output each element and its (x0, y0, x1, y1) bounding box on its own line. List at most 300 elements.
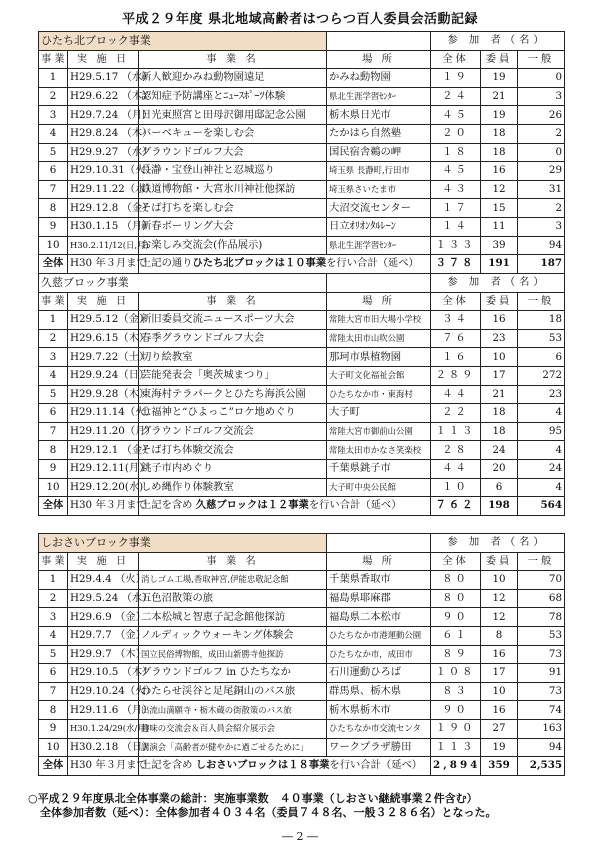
table-row (39, 738, 565, 757)
column-header-total: 全体 (431, 552, 481, 571)
total-description-highlight: 久慈ブロックは１２事業 (195, 499, 309, 512)
row-members: 16 (481, 701, 518, 720)
row-number: 3 (39, 608, 68, 627)
row-number: 3 (39, 106, 68, 125)
row-event-name: 東海村テラパークとひたち海浜公園 (139, 385, 327, 404)
total-description-highlight: ひたち北ブロックは１０事業 (192, 257, 327, 270)
row-number: 7 (39, 422, 68, 441)
row-date: H29.10.5 （木） (68, 664, 139, 683)
participants-header: 参 加 者（名） (431, 534, 565, 553)
row-event-name: 新人歓迎かみね動物園遠足 (139, 69, 327, 88)
row-place: 日立ｵﾘｵﾝﾀﾙﾚｰﾝ (327, 217, 431, 236)
table-row (39, 106, 565, 125)
total-period: H30 年３月まで (68, 255, 139, 274)
row-place: ひたちなか市交流センタ (327, 719, 431, 738)
row-members: 39 (481, 236, 518, 255)
participants-header: 参 加 者（名） (431, 32, 565, 51)
row-event-name: 鉄道博物館・大宮氷川神社他探訪 (139, 180, 327, 199)
table-row (39, 217, 565, 236)
row-total: ２０ (431, 124, 481, 143)
row-total: ４４ (431, 459, 481, 478)
row-general: 2 (518, 124, 565, 143)
row-number: 4 (39, 626, 68, 645)
column-header-place: 場 所 (327, 50, 431, 69)
column-header-row (39, 552, 565, 571)
row-members: 12 (481, 589, 518, 608)
row-general: 163 (518, 719, 565, 738)
row-general: 95 (518, 422, 565, 441)
row-general: 0 (518, 69, 565, 88)
row-place: ひたちなか市港運動公園 (327, 626, 431, 645)
row-place: 石川運動ひろば (327, 664, 431, 683)
row-number: 1 (39, 69, 68, 88)
column-header-members: 委員 (481, 50, 518, 69)
activity-table (38, 273, 565, 516)
column-header-date: 実 施 日 (68, 552, 139, 571)
row-place: 千葉県香取市 (327, 571, 431, 590)
row-general: 53 (518, 329, 565, 348)
column-header-date: 実 施 日 (68, 50, 139, 69)
row-total: ８０ (431, 571, 481, 590)
column-header-no: 事業 (39, 50, 68, 69)
row-general: 3 (518, 217, 565, 236)
row-number: 9 (39, 459, 68, 478)
row-event-name: グラウンドゴルフ大会 (139, 143, 327, 162)
row-members: 16 (481, 162, 518, 181)
total-participants: ３７８ (431, 255, 481, 274)
row-date: H29.6.15（木） (68, 329, 139, 348)
row-date: H30.2.18 （日） (68, 738, 139, 757)
page-number: ― 2 ― (282, 830, 318, 843)
total-members: 359 (481, 757, 518, 776)
row-general: 94 (518, 236, 565, 255)
row-members: 12 (481, 608, 518, 627)
row-total: １１３ (431, 422, 481, 441)
table-row (39, 385, 565, 404)
row-event-name: 日光東照宮と田母沢御用邸記念公園 (139, 106, 327, 125)
header-spacer (327, 274, 431, 293)
row-general: 53 (518, 626, 565, 645)
row-date: H29.12.8 （金） (68, 199, 139, 218)
row-general: 73 (518, 645, 565, 664)
total-period: H30 年３月まで (68, 497, 139, 516)
row-number: 6 (39, 404, 68, 423)
row-number: 2 (39, 87, 68, 106)
row-event-name: 芸能発表会「奥茨城まつり」 (139, 366, 327, 385)
row-date: H29.11.14（火） (68, 404, 139, 423)
row-members: 6 (481, 478, 518, 497)
total-row (39, 497, 565, 516)
row-event-name: そば打ち体験交流会 (139, 441, 327, 460)
row-date: H30.1.24/29(水/月) (68, 719, 139, 738)
table-row (39, 180, 565, 199)
column-header-total: 全体 (431, 50, 481, 69)
row-members: 16 (481, 645, 518, 664)
row-total: ２８９ (431, 366, 481, 385)
row-place: 大子町文化福祉会館 (327, 366, 431, 385)
row-date: H29.9.7 （木） (68, 645, 139, 664)
row-total: ３４ (431, 311, 481, 330)
row-date: H29.9.28（木） (68, 385, 139, 404)
row-date: H29.11.22（水） (68, 180, 139, 199)
row-date: H30.1.15 （月） (68, 217, 139, 236)
row-place: 福島県二本松市 (327, 608, 431, 627)
row-members: 10 (481, 348, 518, 367)
row-total: ８３ (431, 682, 481, 701)
total-description-suffix: を行い合計（延べ） (308, 499, 402, 512)
table-row (39, 366, 565, 385)
section-kuji (38, 273, 564, 516)
row-general: 18 (518, 311, 565, 330)
row-date: H29.9.24（日） (68, 366, 139, 385)
row-place: 大子町中央公民館 (327, 478, 431, 497)
table-row (39, 199, 565, 218)
total-participants: 2,894 (431, 757, 481, 776)
row-place: 群馬県、栃木県 (327, 682, 431, 701)
column-header-row (39, 292, 565, 311)
row-event-name: 二本松城と智恵子記念館他探訪 (139, 608, 327, 627)
table-row (39, 571, 565, 590)
row-event-name: バーベキューを楽しむ会 (139, 124, 327, 143)
row-general: 70 (518, 571, 565, 590)
row-members: 19 (481, 106, 518, 125)
row-date: H30.2.11/12(日,月) (68, 236, 139, 255)
row-number: 10 (39, 236, 68, 255)
total-description-suffix: を行い合計（延べ） (326, 257, 419, 270)
table-row (39, 87, 565, 106)
table-row (39, 143, 565, 162)
row-number: 5 (39, 645, 68, 664)
column-header-total: 全体 (431, 292, 481, 311)
row-members: 27 (481, 719, 518, 738)
row-total: １８ (431, 143, 481, 162)
row-event-name: グラウンドゴルフ交流会 (139, 422, 327, 441)
row-general: 272 (518, 366, 565, 385)
summary-line-participants: 全体参加者数（延べ）：全体参加者４０３４名（委員７４８名、一般３２８６名）となった。 (40, 806, 497, 819)
row-members: 18 (481, 422, 518, 441)
row-total: ８９ (431, 645, 481, 664)
activity-table (38, 31, 565, 274)
row-event-name: 国立民俗博物館，成田山新勝寺他探訪 (139, 645, 327, 664)
row-total: １９０ (431, 719, 481, 738)
column-header-date: 実 施 日 (68, 292, 139, 311)
row-date: H29.7.7 （金） (68, 626, 139, 645)
table-row (39, 441, 565, 460)
row-place: 常陸大宮市御前山公園 (327, 422, 431, 441)
row-place: 埼玉県さいたま市 (327, 180, 431, 199)
row-place: ワークプラザ勝田 (327, 738, 431, 757)
row-total: １９ (431, 69, 481, 88)
row-date: H29.7.24 （月） (68, 106, 139, 125)
row-total: ７６ (431, 329, 481, 348)
row-number: 8 (39, 199, 68, 218)
table-row (39, 664, 565, 683)
row-event-name: 切り絵教室 (139, 348, 327, 367)
column-header-no: 事業 (39, 552, 68, 571)
row-number: 9 (39, 217, 68, 236)
row-event-name: グラウンドゴルフ in ひたちなか (139, 664, 327, 683)
header-spacer (327, 534, 431, 553)
row-event-name: 長瀞・宝登山神社と忍城巡り (139, 162, 327, 181)
table-row (39, 589, 565, 608)
row-number: 5 (39, 143, 68, 162)
row-general: 4 (518, 404, 565, 423)
row-total: ４３ (431, 180, 481, 199)
row-general: 24 (518, 459, 565, 478)
total-general: 187 (518, 255, 565, 274)
row-date: H29.8.24 （木） (68, 124, 139, 143)
row-event-name: 出流山満願寺・栃木蔵の街散策のバス旅 (139, 701, 327, 720)
activity-table (38, 533, 565, 776)
row-event-name: わたらせ渓谷と足尾銅山のバス旅 (139, 682, 327, 701)
row-total: １０８ (431, 664, 481, 683)
row-total: １７ (431, 199, 481, 218)
total-description (139, 497, 431, 516)
row-members: 8 (481, 626, 518, 645)
row-number: 3 (39, 348, 68, 367)
row-place: 埼玉県 長瀞町,行田市 (327, 162, 431, 181)
total-period: H30 年３月まで (68, 757, 139, 776)
column-header-members: 委員 (481, 292, 518, 311)
row-general: 91 (518, 664, 565, 683)
row-number: 1 (39, 311, 68, 330)
row-general: 3 (518, 87, 565, 106)
table-row (39, 404, 565, 423)
row-general: 4 (518, 478, 565, 497)
section-title: ひたち北ブロック事業 (39, 32, 327, 51)
row-members: 11 (481, 217, 518, 236)
row-number: 7 (39, 682, 68, 701)
column-header-general: 一般 (518, 292, 565, 311)
row-total: １３３ (431, 236, 481, 255)
row-number: 2 (39, 589, 68, 608)
row-date: H29.11.6 （月） (68, 701, 139, 720)
table-row (39, 422, 565, 441)
row-place: 栃木県日光市 (327, 106, 431, 125)
row-general: 0 (518, 143, 565, 162)
section-header-row (39, 274, 565, 293)
row-members: 18 (481, 124, 518, 143)
row-general: 73 (518, 682, 565, 701)
summary (28, 792, 588, 820)
total-label: 全体 (39, 255, 68, 274)
total-members: 191 (481, 255, 518, 274)
total-description-suffix: を行い合計（延べ） (329, 759, 423, 772)
table-row (39, 348, 565, 367)
row-event-name: 講演会「高齢者が健やかに過ごせるために」 (139, 738, 327, 757)
total-row (39, 757, 565, 776)
row-place: 常陸太田市かなさ笑楽校 (327, 441, 431, 460)
table-row (39, 682, 565, 701)
row-event-name: お楽しみ交流会(作品展示) (139, 236, 327, 255)
row-total: ４５ (431, 106, 481, 125)
row-general: 4 (518, 441, 565, 460)
total-label: 全体 (39, 757, 68, 776)
row-date: H29.5.12（金） (68, 311, 139, 330)
column-header-members: 委員 (481, 552, 518, 571)
row-total: １１３ (431, 738, 481, 757)
row-members: 23 (481, 329, 518, 348)
row-members: 21 (481, 385, 518, 404)
row-event-name: 趣味の交流会＆百人員会紹介展示会 (139, 719, 327, 738)
row-event-name: 新旧委員交流ニュースポーツ大会 (139, 311, 327, 330)
row-total: １４ (431, 217, 481, 236)
row-general: 29 (518, 162, 565, 181)
row-members: 20 (481, 459, 518, 478)
table-row (39, 626, 565, 645)
row-place: ひたちなか市，成田市 (327, 645, 431, 664)
total-label: 全体 (39, 497, 68, 516)
section-shiosai (38, 533, 564, 776)
row-number: 8 (39, 441, 68, 460)
row-number: 4 (39, 124, 68, 143)
row-general: 6 (518, 348, 565, 367)
section-header-row (39, 32, 565, 51)
row-event-name: 認知症予防講座とﾆｭｰｽﾎﾟｰﾂ体験 (139, 87, 327, 106)
row-number: 2 (39, 329, 68, 348)
row-members: 19 (481, 69, 518, 88)
table-row (39, 329, 565, 348)
row-event-name: 銚子市内めぐり (139, 459, 327, 478)
total-participants: ７６２ (431, 497, 481, 516)
row-date: H29.5.17 （水） (68, 69, 139, 88)
row-members: 17 (481, 366, 518, 385)
row-place: たかはら自然塾 (327, 124, 431, 143)
row-total: ４５ (431, 162, 481, 181)
total-description (139, 757, 431, 776)
row-place: 千葉県銚子市 (327, 459, 431, 478)
row-date: H29.6.22 （木） (68, 87, 139, 106)
row-members: 21 (481, 87, 518, 106)
row-general: 74 (518, 701, 565, 720)
total-description-prefix: 上記を含め (141, 499, 196, 512)
row-general: 78 (518, 608, 565, 627)
row-date: H29.4.4 （火） (68, 571, 139, 590)
row-members: 12 (481, 180, 518, 199)
row-members: 10 (481, 571, 518, 590)
row-event-name: そば打ちを楽しむ会 (139, 199, 327, 218)
participants-header: 参 加 者（名） (431, 274, 565, 293)
section-hitachi-kita (38, 31, 564, 274)
row-place: 国民宿舎鵜の岬 (327, 143, 431, 162)
row-number: 10 (39, 738, 68, 757)
row-total: ９０ (431, 608, 481, 627)
total-description-highlight: しおさいブロックは１８事業 (195, 759, 330, 772)
total-general: 564 (518, 497, 565, 516)
row-place: 那珂市県植物園 (327, 348, 431, 367)
row-date: H29.9.27 （水） (68, 143, 139, 162)
row-general: 68 (518, 589, 565, 608)
total-description-prefix: 上記を含め (141, 759, 196, 772)
row-event-name: 新春ボーリング大会 (139, 217, 327, 236)
column-header-place: 場 所 (327, 552, 431, 571)
row-members: 19 (481, 738, 518, 757)
section-title: 久慈ブロック事業 (39, 274, 327, 293)
row-number: 5 (39, 385, 68, 404)
column-header-name: 事 業 名 (139, 552, 327, 571)
row-place: かみね動物園 (327, 69, 431, 88)
row-general: 94 (518, 738, 565, 757)
row-number: 8 (39, 701, 68, 720)
column-header-general: 一般 (518, 552, 565, 571)
total-description-prefix: 上記の通り (141, 257, 193, 270)
row-number: 10 (39, 478, 68, 497)
section-title: しおさいブロック事業 (39, 534, 327, 553)
row-place: 福島県耶麻郡 (327, 589, 431, 608)
row-number: 9 (39, 719, 68, 738)
row-members: 10 (481, 682, 518, 701)
table-row (39, 719, 565, 738)
table-row (39, 478, 565, 497)
row-total: １０ (431, 478, 481, 497)
table-row (39, 236, 565, 255)
table-row (39, 162, 565, 181)
column-header-general: 一般 (518, 50, 565, 69)
row-place: ひたちなか市・東海村 (327, 385, 431, 404)
row-date: H29.11.20（月） (68, 422, 139, 441)
row-event-name: 七福神と“ひよっこ”ロケ地めぐり (139, 404, 327, 423)
table-row (39, 124, 565, 143)
row-number: 6 (39, 162, 68, 181)
row-place: 常陸太田市山吹公園 (327, 329, 431, 348)
row-event-name: しめ縄作り体験教室 (139, 478, 327, 497)
column-header-name: 事 業 名 (139, 50, 327, 69)
row-event-name: 春季グラウンドゴルフ大会 (139, 329, 327, 348)
row-date: H29.12.11(月） (68, 459, 139, 478)
row-date: H29.12.1 （金） (68, 441, 139, 460)
column-header-no: 事業 (39, 292, 68, 311)
row-general: 26 (518, 106, 565, 125)
row-members: 15 (481, 199, 518, 218)
row-total: ４４ (431, 385, 481, 404)
table-row (39, 645, 565, 664)
row-total: ８０ (431, 589, 481, 608)
row-place: 大沼交流センター (327, 199, 431, 218)
row-general: 23 (518, 385, 565, 404)
row-place: 大子町 (327, 404, 431, 423)
table-row (39, 69, 565, 88)
row-members: 18 (481, 404, 518, 423)
row-general: 31 (518, 180, 565, 199)
row-date: H29.12.20(水) (68, 478, 139, 497)
row-date: H29.6.9 （金） (68, 608, 139, 627)
document-title: 平成２９年度 県北地域高齢者はつらつ百人委員会活動記録 (122, 12, 478, 27)
total-row (39, 255, 565, 274)
row-total: １６ (431, 348, 481, 367)
row-place: 栃木県栃木市 (327, 701, 431, 720)
header-spacer (327, 32, 431, 51)
table-row (39, 608, 565, 627)
row-number: 6 (39, 664, 68, 683)
row-date: H29.10.24（火） (68, 682, 139, 701)
column-header-place: 場 所 (327, 292, 431, 311)
row-date: H29.10.31（火） (68, 162, 139, 181)
row-place: 県北生涯学習ｾﾝﾀｰ (327, 87, 431, 106)
total-description (139, 255, 431, 274)
row-total: ２２ (431, 404, 481, 423)
table-row (39, 459, 565, 478)
row-date: H29.7.22（土） (68, 348, 139, 367)
row-total: ９０ (431, 701, 481, 720)
table-row (39, 701, 565, 720)
row-date: H29.5.24 （水） (68, 589, 139, 608)
row-number: 1 (39, 571, 68, 590)
summary-line-projects: ○平成２９年度県北全体事業の総計：実施事業数 ４０事業（しおさい継続事業２件含む） (28, 792, 478, 805)
column-header-name: 事 業 名 (139, 292, 327, 311)
row-total: ２４ (431, 87, 481, 106)
row-event-name: 消しゴム工場,香取神宮,伊能忠敬記念館 (139, 571, 327, 590)
row-members: 18 (481, 143, 518, 162)
